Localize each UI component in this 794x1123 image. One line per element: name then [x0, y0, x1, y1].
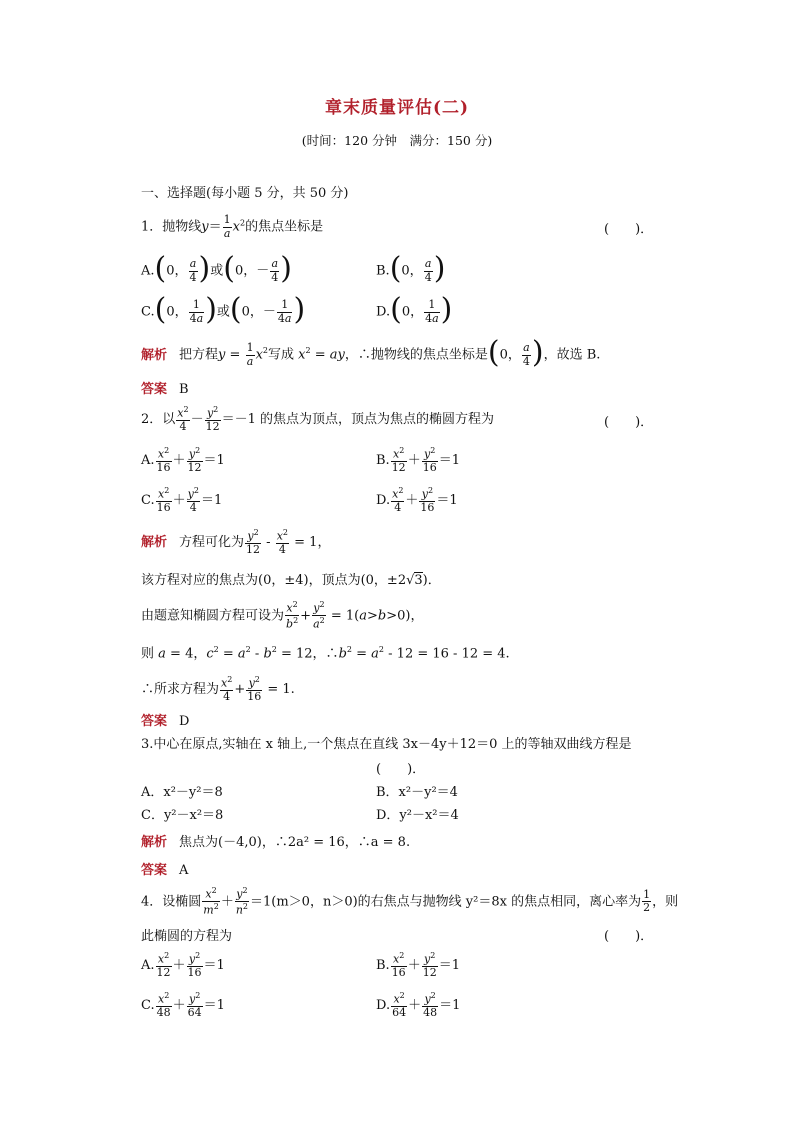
q2-stem: 2．以 $\frac{x^2}{4}$ － $\frac{y^2}{12}$ ＝－1 的焦点为顶点，顶点为焦点的椭圆方程为	[141, 405, 495, 434]
q3-bracket: ( )．	[376, 762, 426, 777]
q1-option-c: C.(0， $\frac{1}{4a}$ )或(0，－ $\frac{1}{4a}$ )	[141, 292, 306, 327]
q4-option-d: D. $\frac{x^2}{64}$ ＋ $\frac{y^2}{48}$ ＝1	[376, 991, 461, 1020]
q1-option-d: D.(0， $\frac{1}{4a}$ )	[376, 292, 453, 327]
q2-option-b: B. $\frac{x^2}{12}$ ＋ $\frac{y^2}{16}$ ＝1	[376, 446, 460, 475]
q2-solution-2: 该方程对应的焦点为(0，±4)，顶点为(0，±2√3)．	[141, 573, 441, 588]
q2-option-c: C. $\frac{x^2}{16}$ ＋ $\frac{y^2}{4}$ ＝1	[141, 486, 223, 515]
q3-option-a: A．x²－y²＝8	[141, 785, 223, 800]
q1-option-a: A.(0， $\frac{a}{4}$ )或(0，－ $\frac{a}{4}$ )	[141, 251, 292, 286]
q2-option-d: D. $\frac{x^2}{4}$ ＋ $\frac{y^2}{16}$ ＝1	[376, 486, 458, 515]
q2-answer: 答案 D	[141, 714, 190, 729]
section-heading: 一、选择题(每小题 5 分，共 50 分)	[141, 186, 349, 201]
q3-option-d: D．y²－x²＝4	[376, 808, 459, 823]
q4-option-c: C. $\frac{x^2}{48}$ ＋ $\frac{y^2}{64}$ ＝1	[141, 991, 225, 1020]
q3-stem: 3.中心在原点,实轴在 x 轴上,一个焦点在直线 3x－4y＋12＝0 上的等轴双曲线方程是	[141, 737, 632, 752]
q4-bracket: ( )．	[604, 929, 654, 944]
page-subtitle: (时间：120 分钟 满分：150 分)	[301, 133, 493, 148]
q4-option-a: A. $\frac{x^2}{12}$ ＋ $\frac{y^2}{16}$ ＝1	[141, 951, 225, 980]
q3-option-c: C．y²－x²＝8	[141, 808, 224, 823]
q2-solution-5: ∴所求方程为 $\frac{x^2}{4}$ + $\frac{y^2}{16}$ = 1.	[141, 675, 295, 704]
q4-stem: 4．设椭圆 $\frac{x^2}{m^2}$ ＋ $\frac{y^2}{n^2}$ ＝1(m＞0，n＞0)的右焦点与抛物线 y²＝8x 的焦点相同，离心率为 $\frac{1}{2}$ ，则	[141, 886, 679, 917]
q2-solution-1: 解析 方程可化为 $\frac{y^2}{12}$ - $\frac{x^2}{4}$ = 1，	[141, 528, 331, 557]
q1-stem: 1．抛物线y＝ $\frac{1}{a}$ $x^2$的焦点坐标是	[141, 213, 324, 240]
q3-option-b: B．x²－y²＝4	[376, 785, 458, 800]
q2-solution-4: 则 a = 4，$c^2 = a^2 - b^2 = 12$，$\therefore b^2 = a^2 - 12 = 16 - 12 = 4$.	[141, 645, 510, 662]
q3-solution: 解析 焦点为(－4,0)，∴2a² = 16，∴a = 8.	[141, 835, 411, 850]
q2-bracket: ( )．	[604, 415, 654, 430]
q1-bracket: ( )．	[604, 222, 654, 237]
q1-answer: 答案 B	[141, 382, 189, 397]
q4-stem-line2: 此椭圆的方程为	[141, 929, 233, 944]
q1-solution: 解析 把方程y = $\frac{1}{a}$ $x^2$写成 $x^2$ = ay，∴抛物线的焦点坐标是(0， $\frac{a}{4}$ )，故选 B.	[141, 335, 601, 370]
q2-option-a: A. $\frac{x^2}{16}$ ＋ $\frac{y^2}{12}$ ＝1	[141, 446, 225, 475]
q2-solution-3: 由题意知椭圆方程可设为 $\frac{x^2}{b^2}$ + $\frac{y^2}{a^2}$ = 1(a>b>0)，	[141, 600, 424, 631]
page-title: 章末质量评估(二)	[324, 98, 470, 118]
q3-answer: 答案 A	[141, 863, 189, 878]
q4-option-b: B. $\frac{x^2}{16}$ ＋ $\frac{y^2}{12}$ ＝1	[376, 951, 460, 980]
q1-option-b: B.(0， $\frac{a}{4}$ )	[376, 251, 446, 286]
